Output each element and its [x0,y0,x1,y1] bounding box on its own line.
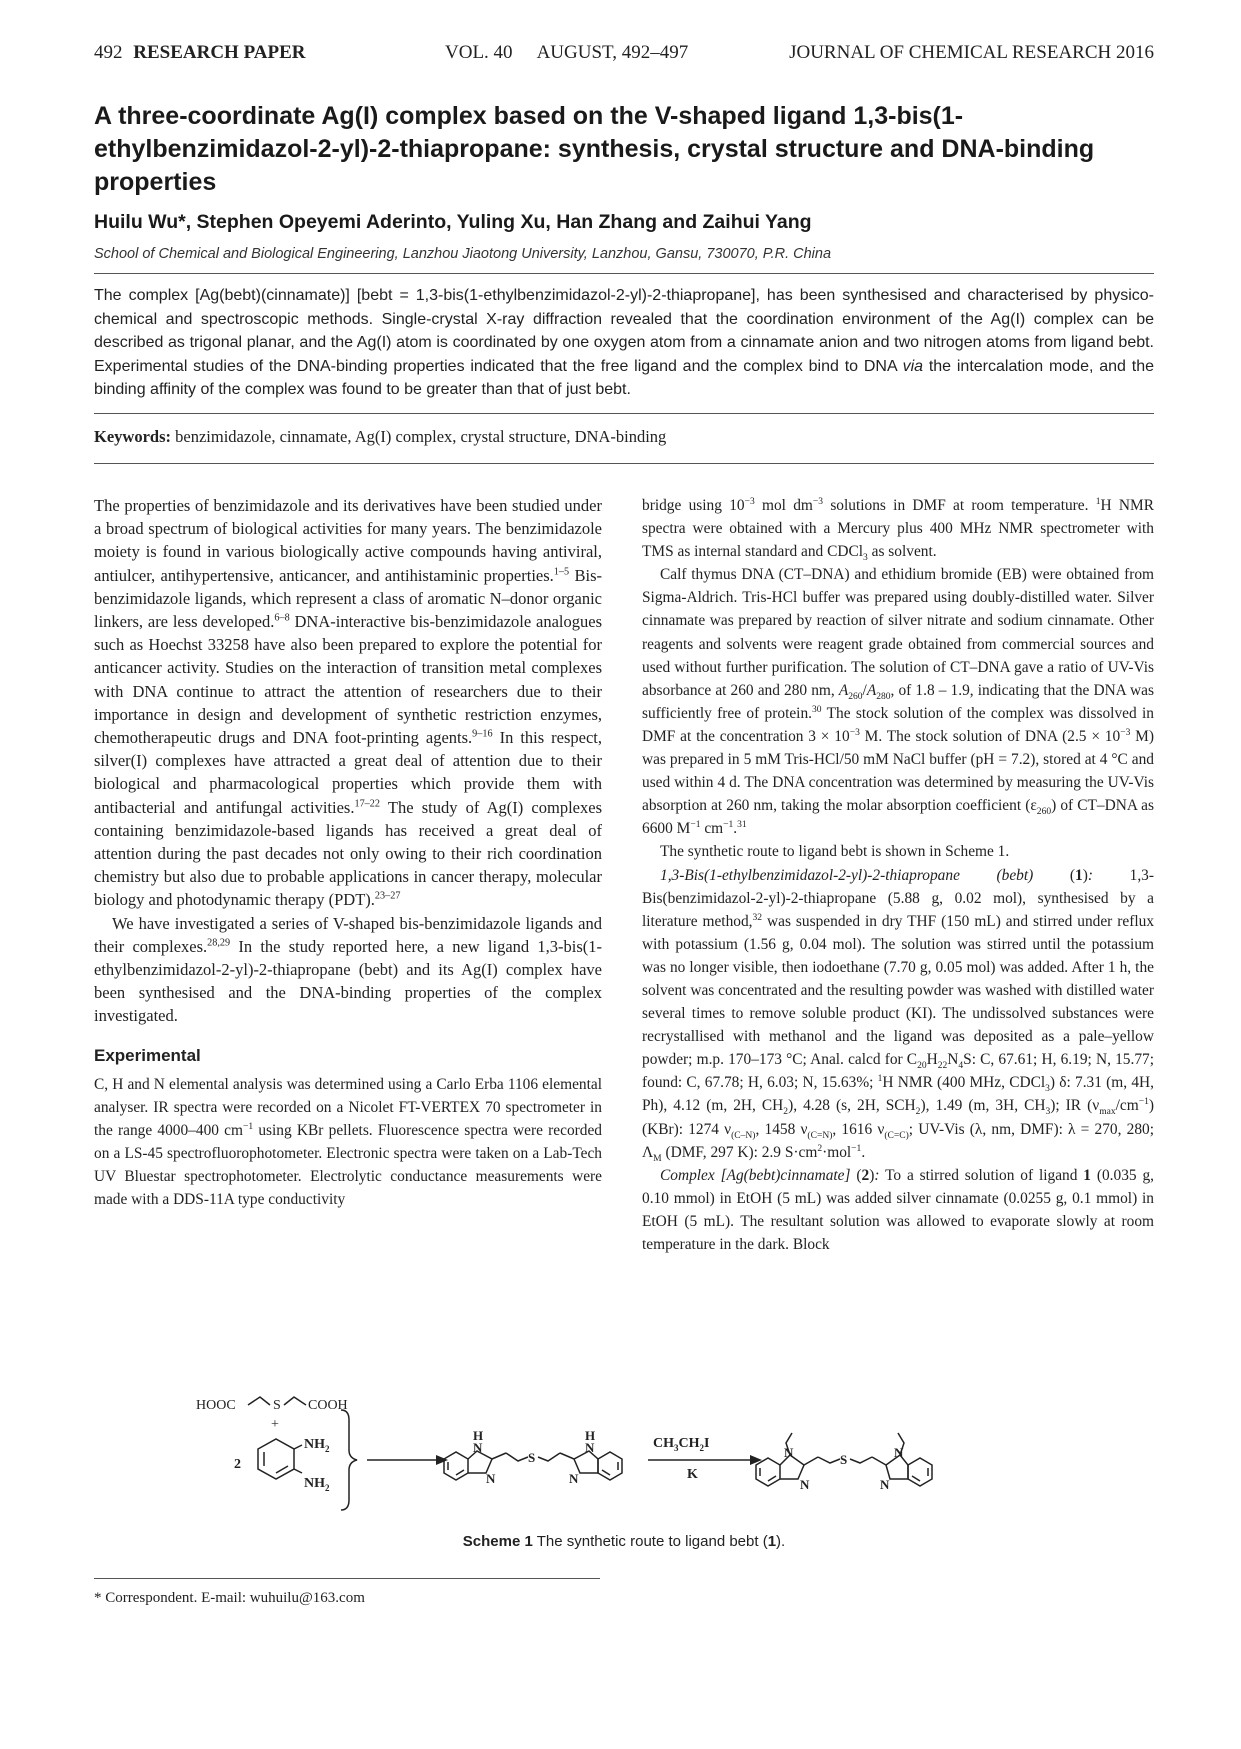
scheme-drawing [196,1385,1076,1527]
caption-label: Scheme 1 [462,1533,533,1550]
volume: VOL. 40 [445,42,513,63]
running-header [94,42,1154,68]
scheme-atom-label: N [784,1445,794,1460]
left-column [94,494,602,1211]
scheme-atom-label: S [528,1450,536,1465]
scheme-plus: + [271,1417,279,1432]
arrow-head-icon [750,1455,762,1465]
header-left [94,42,306,64]
scheme-atom-label: N [800,1477,810,1492]
scheme-atom-label: $NH_2$ [304,1476,330,1493]
scheme-atom-label: H [473,1428,484,1443]
scheme-coefficient: 2 [234,1457,241,1472]
ligand-synthesis-paragraph: 1,3-Bis(1-ethylbenzimidazol-2-yl)-2-thiapropane (bebt) (1): 1,3-Bis(benzimidazol-2-yl)-2-thiapropane (5.88 g, 0.02 mol), synthesised by a literature method,$^{32}$ was suspended in dry THF (150 mL) and stirred under reflux with potassium (1.56 g, 0.04 mol). The solution was stirred until the potassium was no longer visible, then iodoethane (7.70 g, 0.05 mol) was added. After 1 h, the solvent was concentrated and the resulting powder was washed with distilled water several times to remove soluble product (KI). The undissolved substances were recrystallised with methanol and the ligand was deposited as a pale–yellow powder; m.p. 170–173 °C; Anal. calcd for $C_{20}H_{22}N_4S$: C, 67.61; H, 6.19; N, 15.77; found: C, 67.78; H, 6.03; N, 15.63%; $^1$H NMR (400 MHz, CDCl$_3$) δ: 7.31 (m, 4H, Ph), 4.12 (m, 2H, $CH_2$), 4.28 (s, 2H, $SCH_2$), 1.49 (m, 3H, $CH_3$); IR $(\nu_{max}/cm^{-1})$ (KBr): 1274 $\nu_{(C-N)}$, 1458 $\nu_{(C=N)}$, 1616 $\nu_{(C=C)}$; UV-Vis (λ, nm, DMF): λ = 270, 280; $\Lambda_M$ (DMF, 297 K): 2.9 $S\cdot cm^2\cdot mol^{-1}$. [642,866,1155,1164]
divider [94,413,1154,414]
scheme-atom-label: H [585,1428,596,1443]
abstract-italic: via [902,357,924,375]
author-list: Huilu Wu*, Stephen Opeyemi Aderinto, Yuling Xu, Han Zhang and Zaihui Yang [94,211,812,233]
methods-paragraph: Calf thymus DNA (CT–DNA) and ethidium bromide (EB) were obtained from Sigma-Aldrich. Tris-HCl buffer was prepared using doubly-distilled water. Silver cinnamate was prepared by reaction of silver nitrate and sodium cinnamate. Other reagents and solvents were reagent grade obtained from commercial sources and used without further purification. The solution of CT–DNA gave a ratio of UV-Vis absorbance at 260 and 280 nm, $A_{260}/A_{280}$, of 1.8 – 1.9, indicating that the DNA was sufficiently free of protein.$^{30}$ The stock solution of the complex was dissolved in DMF at the concentration $3 \times 10^{-3}$ M. The stock solution of DNA ($2.5 \times 10^{-3}$ M) was prepared in 5 mM Tris-HCl/50 mM NaCl buffer (pH = 7.2), stored at 4 °C and used within 4 d. The DNA concentration was determined by measuring the UV-Vis absorption at 260 nm, taking the molar absorption coefficient $(\varepsilon_{260})$ of CT–DNA as 6600 $M^{-1}$ $cm^{-1}.^{31}$ [642,566,1155,838]
intro-paragraph: We have investigated a series of V-shaped bis-benzimidazole ligands and their complexes.$^{28,29}$ In the study reported here, a new ligand 1,3-bis(1-ethylbenzimidazol-2-yl)-2-thiapropane (bebt) and its Ag(I) complex have been synthesised and the DNA-binding properties of the complex investigated. [94,913,602,1026]
methods-paragraph: bridge using $10^{-3}$ mol $dm^{-3}$ solutions in DMF at room temperature. $^1$H NMR spectra were obtained with a Mercury plus 400 MHz NMR spectrometer with TMS as internal standard and CDCl$_3$ as solvent. [642,495,1154,564]
header-middle [445,42,688,64]
divider [94,463,1154,464]
divider [94,273,1154,274]
scheme-atom-label: $NH_2$ [304,1437,330,1454]
right-column [642,494,1154,1256]
section-heading: Experimental [94,1045,201,1065]
keywords [94,427,666,447]
scheme-atom-label: S [840,1452,848,1467]
experimental-paragraph: C, H and N elemental analysis was determined using a Carlo Erba 1106 elemental analyser. IR spectra were recorded on a Nicolet FT-VERTEX 70 spectrometer in the range 4000–400 $cm^{-1}$ using KBr pellets. Fluorescence spectra were recorded on a LS-45 spectrofluorophotometer. Electronic spectra were taken on a Lab-Tech UV Bluestar spectrophotometer. Electrolytic conductance measurements were made with a DDS-11A type conductivity [94,1075,602,1209]
footnote-divider [94,1578,600,1579]
arrow-head-icon [436,1455,448,1465]
methods-paragraph: The synthetic route to ligand bebt is shown in Scheme 1. [660,843,1010,861]
issue: AUGUST, 492–497 [536,42,689,63]
scheme-atom-label: N [894,1445,904,1460]
abstract-text: The complex [Ag(bebt)(cinnamate)] [bebt = 1,3-bis(1-ethylbenzimidazol-2-yl)-2-thiapropane], has been synthesised and characterised by physico-chemical and spectroscopic methods. Single-crystal X-ray diffraction revealed that the coordination environment of the Ag(I) complex can be described as trigonal planar, and the Ag(I) atom is coordinated by one oxygen atom from a cinnamate anion and two nitrogen atoms from ligand bebt. Experimental studies of the DNA-binding properties indicated that the free ligand and the complex bind to DNA [94,287,1154,375]
scheme-atom-label: N [880,1477,890,1492]
paper-title: A three-coordinate Ag(I) complex based on the V-shaped ligand 1,3-bis(1-ethylbenzimidazol-2-yl)-2-thiapropane: synthesis, crystal structure and DNA-binding properties [94,102,1095,196]
scheme-reagent: $CH_3CH_2I$ [653,1436,710,1453]
reaction-scheme [196,1385,1076,1527]
keywords-text: benzimidazole, cinnamate, Ag(I) complex, crystal structure, DNA-binding [175,427,667,446]
abstract [94,284,1154,402]
scheme-atom-label: S [273,1398,281,1413]
scheme-atom-label: COOH [308,1398,348,1413]
scheme-atom-label: N [473,1440,483,1455]
scheme-caption: Scheme 1 The synthetic route to ligand bebt (1). [462,1533,786,1550]
journal-name: JOURNAL OF CHEMICAL RESEARCH 2016 [789,42,1154,63]
scheme-atom-label: N [486,1471,496,1486]
scheme-atom-label: N [585,1440,595,1455]
keywords-label: Keywords: [94,427,171,446]
section-label: RESEARCH PAPER [133,42,306,63]
scheme-atom-label: HOOC [196,1398,236,1413]
scheme-atom-label: N [569,1471,579,1486]
scheme-reagent: K [687,1467,698,1482]
page-number: 492 [94,42,123,63]
complex-synthesis-paragraph: Complex [Ag(bebt)cinnamate] (2): To a stirred solution of ligand 1 (0.035 g, 0.10 mmol) in EtOH (5 mL) was added silver cinnamate (0.0255 g, 0.1 mmol) in EtOH (5 mL). The resultant solution was allowed to evaporate slowly at room temperature in the dark. Block [642,1166,1154,1253]
affiliation: School of Chemical and Biological Engineering, Lanzhou Jiaotong University, Lanzhou, Gansu, 730070, P.R. China [94,246,832,262]
abstract-text-end: the intercalation mode, and the binding affinity of the complex was found to be greater than that of just bebt. [94,357,1154,398]
intro-paragraph: The properties of benzimidazole and its derivatives have been studied under a broad spectrum of biological activities for many years. The benzimidazole moiety is found in various biologically active compounds having antiviral, antiulcer, antihypertensive, anticancer, and antihistaminic properties.$^{1-5}$ Bis-benzimidazole ligands, which represent a class of aromatic N–donor organic linkers, are less developed.$^{6-8}$ DNA-interactive bis-benzimidazole analogues such as Hoechst 33258 have also been prepared to explore the potential for anticancer activity. Studies on the interaction of transition metal complexes with DNA continue to attract the attention of researchers due to their importance in design and development of synthetic restriction enzymes, chemotherapeutic drugs and DNA foot-printing agents.$^{9-16}$ In this respect, silver(I) complexes have attracted a great deal of attention due to their biological and pharmacological properties which provide them with antibacterial and antifungal activities.$^{17-22}$ The study of Ag(I) complexes containing benzimidazole-based ligands has received a great deal of attention during the past decades not only owing to their rich coordination chemistry but also due to probable applications in cancer therapy, molecular biology and photodynamic therapy (PDT).$^{23-27}$ [94,496,602,910]
footnote: * Correspondent. E-mail: wuhuilu@163.com [94,1590,365,1606]
